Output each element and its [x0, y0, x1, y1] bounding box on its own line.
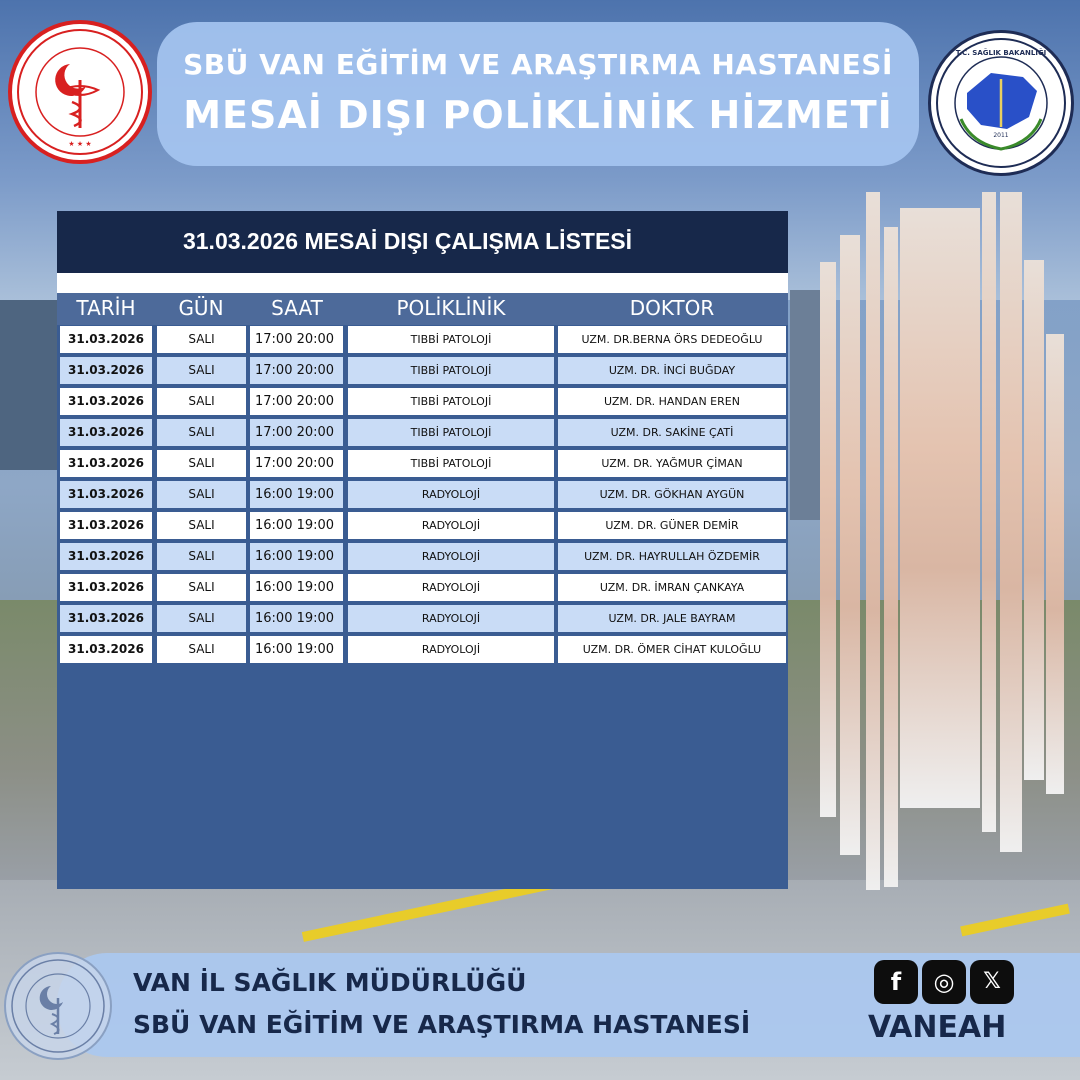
cell-saat: 16:00 19:00 [250, 543, 343, 570]
cell-doktor: UZM. DR. JALE BAYRAM [558, 605, 786, 632]
footer-directorate: VAN İL SAĞLIK MÜDÜRLÜĞÜ [133, 968, 527, 997]
photo-strip [884, 227, 898, 887]
cell-poliklinik: TIBBİ PATOLOJİ [348, 357, 554, 384]
cell-doktor: UZM. DR. YAĞMUR ÇİMAN [558, 450, 786, 477]
ministry-logo-footer [4, 952, 112, 1060]
cell-doktor: UZM. DR. GÖKHAN AYGÜN [558, 481, 786, 508]
cell-doktor: UZM. DR. İMRAN ÇANKAYA [558, 574, 786, 601]
cell-saat: 17:00 20:00 [250, 326, 343, 353]
cell-gun: SALI [157, 574, 246, 601]
facebook-icon[interactable]: f [874, 960, 918, 1004]
cell-saat: 17:00 20:00 [250, 357, 343, 384]
cell-gun: SALI [157, 419, 246, 446]
cell-saat: 16:00 19:00 [250, 636, 343, 663]
cell-gun: SALI [157, 450, 246, 477]
cell-gun: SALI [157, 357, 246, 384]
cell-tarih: 31.03.2026 [60, 543, 152, 570]
x-icon[interactable]: 𝕏 [970, 960, 1014, 1004]
cell-tarih: 31.03.2026 [60, 605, 152, 632]
cell-gun: SALI [157, 481, 246, 508]
photo-strip [1024, 260, 1044, 780]
cell-poliklinik: RADYOLOJİ [348, 512, 554, 539]
photo-strip [840, 235, 860, 855]
divider [57, 273, 788, 293]
instagram-icon[interactable]: ◎ [922, 960, 966, 1004]
header-title-box [157, 22, 919, 166]
cell-tarih: 31.03.2026 [60, 574, 152, 601]
cell-tarih: 31.03.2026 [60, 326, 152, 353]
cell-poliklinik: TIBBİ PATOLOJİ [348, 388, 554, 415]
hospital-logo-right [928, 30, 1074, 176]
ministry-logo-left [8, 20, 152, 164]
cell-doktor: UZM. DR. SAKİNE ÇATİ [558, 419, 786, 446]
cell-doktor: UZM. DR.BERNA ÖRS DEDEOĞLU [558, 326, 786, 353]
cell-poliklinik: RADYOLOJİ [348, 543, 554, 570]
svg-text:★ ★ ★: ★ ★ ★ [68, 140, 92, 148]
cell-saat: 17:00 20:00 [250, 419, 343, 446]
footer-hospital: SBÜ VAN EĞİTİM VE ARAŞTIRMA HASTANESİ [133, 1010, 751, 1039]
background-building-left [0, 300, 60, 470]
hospital-name: SBÜ VAN EĞİTİM VE ARAŞTIRMA HASTANESİ [183, 48, 893, 81]
cell-tarih: 31.03.2026 [60, 388, 152, 415]
cell-gun: SALI [157, 636, 246, 663]
cell-doktor: UZM. DR. İNCİ BUĞDAY [558, 357, 786, 384]
cell-poliklinik: RADYOLOJİ [348, 605, 554, 632]
photo-strip [820, 262, 836, 817]
schedule-title: 31.03.2026 MESAİ DIŞI ÇALIŞMA LİSTESİ [182, 228, 633, 254]
column-header-doktor: DOKTOR [629, 296, 715, 320]
cell-saat: 16:00 19:00 [250, 512, 343, 539]
cell-doktor: UZM. DR. GÜNER DEMİR [558, 512, 786, 539]
cell-gun: SALI [157, 388, 246, 415]
cell-saat: 17:00 20:00 [250, 450, 343, 477]
column-header-saat: SAAT [271, 296, 323, 320]
svg-text:T.C. SAĞLIK BAKANLIĞI: T.C. SAĞLIK BAKANLIĞI [955, 49, 1047, 57]
cell-tarih: 31.03.2026 [60, 357, 152, 384]
cell-poliklinik: TIBBİ PATOLOJİ [348, 419, 554, 446]
cell-doktor: UZM. DR. HANDAN EREN [558, 388, 786, 415]
column-header-poliklinik: POLİKLİNİK [396, 296, 506, 320]
photo-strip [1046, 334, 1064, 794]
cell-doktor: UZM. DR. ÖMER CİHAT KULOĞLU [558, 636, 786, 663]
cell-tarih: 31.03.2026 [60, 636, 152, 663]
cell-tarih: 31.03.2026 [60, 450, 152, 477]
cell-tarih: 31.03.2026 [60, 419, 152, 446]
cell-saat: 16:00 19:00 [250, 481, 343, 508]
cell-poliklinik: RADYOLOJİ [348, 481, 554, 508]
cell-saat: 16:00 19:00 [250, 574, 343, 601]
cell-poliklinik: RADYOLOJİ [348, 574, 554, 601]
cell-tarih: 31.03.2026 [60, 512, 152, 539]
column-header-gun: GÜN [178, 296, 224, 320]
cell-poliklinik: TIBBİ PATOLOJİ [348, 450, 554, 477]
cell-gun: SALI [157, 512, 246, 539]
cell-tarih: 31.03.2026 [60, 481, 152, 508]
cell-saat: 16:00 19:00 [250, 605, 343, 632]
cell-saat: 17:00 20:00 [250, 388, 343, 415]
cell-doktor: UZM. DR. HAYRULLAH ÖZDEMİR [558, 543, 786, 570]
cell-poliklinik: TIBBİ PATOLOJİ [348, 326, 554, 353]
photo-strip [866, 192, 880, 890]
svg-text:2011: 2011 [993, 132, 1009, 139]
page-title: MESAİ DIŞI POLİKLİNİK HİZMETİ [183, 93, 893, 137]
social-handle: VANEAH [868, 1010, 1007, 1045]
cell-gun: SALI [157, 326, 246, 353]
photo-strip [900, 208, 980, 808]
cell-poliklinik: RADYOLOJİ [348, 636, 554, 663]
photo-strip [982, 192, 996, 832]
cell-gun: SALI [157, 605, 246, 632]
column-header-tarih: TARİH [76, 296, 136, 320]
cell-gun: SALI [157, 543, 246, 570]
photo-strip [1000, 192, 1022, 852]
